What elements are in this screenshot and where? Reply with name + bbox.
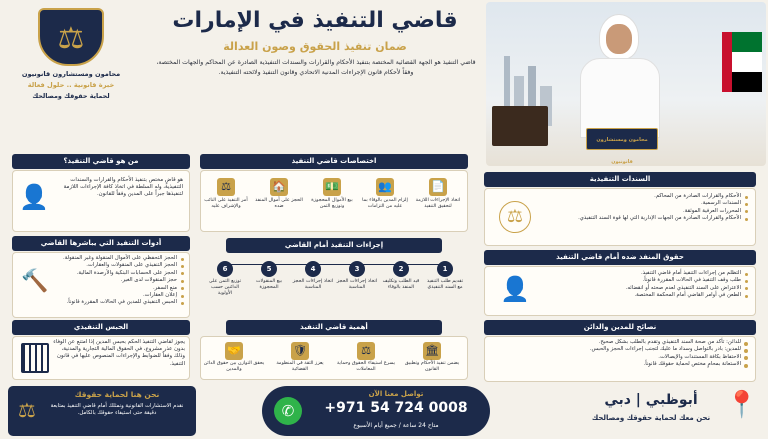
shield-icon: 🛡: [291, 342, 309, 360]
tools-header: أدوات التنفيذ التي يباشرها القاضي: [12, 236, 190, 251]
who-header: من هو قاضي التنفيذ؟: [12, 154, 190, 169]
bonds-list: الأحكام والقرارات الصادرة من المحاكم. السندات الرسمية. المحررات العرفية الموثقة. الأحكام والقرارات الصادرة من الجهات الإدارية التي لها قوة السند التنفيذي.: [553, 193, 749, 223]
power-item: 📄 اتخاذ الإجراءات اللازمة لتحقيق التنفيذ: [415, 180, 461, 209]
powers-header: اختصاصات قاضي التنفيذ: [200, 154, 468, 169]
person-icon: 👤: [19, 183, 49, 211]
debtor-list: التظلم من إجراءات التنفيذ أمام قاضي التنفيذ. طلب وقف التنفيذ في الحالات المقررة قانوناً. الاعتراض على السند التنفيذي لعدم صحته أو انقضائه. الطعن في أوامر القاضي أمام المحكمة المختصة.: [549, 270, 749, 300]
power-item: ⚖ أمر التنفيذ على النائب والإشراف عليه: [204, 180, 248, 209]
bonds-card: [484, 188, 756, 246]
importance-item: 🛡 يعزز الثقة في المنظومة القضائية: [276, 344, 324, 372]
step-item: 3 اتخاذ إجراءات الحجز المناسبة: [336, 256, 378, 291]
promo-card: [8, 386, 196, 436]
location-slogan: نحن معك لحماية حقوقك ومصالحك: [591, 414, 711, 422]
step-item: 4 اتخاذ إجراءات الحجز المناسبة: [292, 256, 334, 291]
person-check-icon: 👤: [500, 275, 530, 303]
phone-number[interactable]: +971 54 724 0008: [324, 400, 468, 416]
logo-tagline2: لحماية حقوقك ومصالحك: [32, 92, 110, 100]
tools-card: [12, 252, 190, 318]
desk-nameplate: محامون ومستشارون قانونيون: [586, 128, 658, 150]
logo-name: محامون ومستشارون قانونيون: [21, 70, 121, 78]
step-item: 6 توزيع الثمن على الدائنين حسب الأولوية: [204, 256, 246, 297]
power-item: 👥 إلزام المدين بالوفاء بما عليه من التزامات: [362, 180, 408, 209]
gavel-icon: ⚖: [217, 178, 235, 196]
people-icon: 👥: [376, 178, 394, 196]
prison-header: الحبس التنفيذي: [12, 320, 190, 335]
advice-list: للدائن: تأكد من صحة السند التنفيذي وتقدم بالطلب بشكل صحيح. للمدين: بادر بالتواصل وسداد ما عليك لتجنب إجراءات الحجز والحبس. الاحتفاظ بكافة المستندات والإيصالات. الاستعانة بمحامٍ مختص لحماية حقوقك قانوناً.: [491, 339, 749, 369]
powers-card: [200, 170, 468, 232]
advice-card: [484, 336, 756, 382]
importance-card: [200, 336, 468, 380]
step-item: 1 تقديم طلب التنفيذ مع السند التنفيذي: [424, 256, 466, 291]
power-item: 💵 بيع الأموال المحجوزة وتوزيع الثمن: [311, 180, 353, 209]
scales-icon: ⚖: [18, 398, 36, 422]
property-icon: 🏠: [270, 178, 288, 196]
contact-hours: متاح 24 ساعة / جميع أيام الأسبوع: [353, 422, 439, 429]
law-books: [492, 106, 548, 146]
whatsapp-icon[interactable]: ✆: [274, 397, 302, 425]
importance-header: أهمية قاضي التنفيذ: [226, 320, 442, 335]
step-item: 2 قيد الطلب وتكليف المنفذ بالوفاء: [380, 256, 422, 291]
who-text: هو قاضٍ مختص بتنفيذ الأحكام والقرارات والسندات التنفيذية، وله السلطة في اتخاذ كافة الإجراءات اللازمة لتنفيذها جبراً على المدين وفقاً للقانون.: [63, 177, 183, 198]
bonds-header: السندات التنفيذية: [484, 172, 756, 187]
steps-row: [200, 256, 468, 312]
debtor-card: [484, 266, 756, 316]
scales-logo-icon: ⚖: [38, 8, 104, 66]
importance-item: ⚖ يسرع استيفاء الحقوق وحماية المعاملات: [336, 344, 396, 372]
prison-card: [12, 336, 190, 380]
steps-header: إجراءات التنفيذ أمام القاضي: [226, 238, 442, 253]
money-icon: 💵: [323, 178, 341, 196]
power-item: 🏠 الحجز على أموال المنفذ ضده: [255, 180, 303, 209]
intro-text: قاضي التنفيذ هو الجهة القضائية المختصة بتنفيذ الأحكام والقرارات والسندات التنفيذية الصادرة عن المحاكم والجهات المختصة، وفقاً لأحكام قانون الإجراءات المدنية الاتحادي وقانون التنفيذ ولائحته التنفيذية.: [156, 59, 476, 76]
person-figure: [574, 8, 664, 138]
promo-text: نقدم الاستشارات القانونية ونمثلك أمام قاضي التنفيذ بمتابعة دقيقة حتى استيفاء حقوقك بالكامل.: [50, 403, 184, 417]
location-pin-icon: 📍: [725, 390, 758, 420]
contact-card[interactable]: [262, 386, 490, 436]
page-title: قاضي التنفيذ في الإمارات: [172, 8, 458, 33]
location-cities: أبوظبي | دبي: [604, 392, 698, 408]
page-subtitle: ضمان تنفيذ الحقوق وصون العدالة: [223, 40, 407, 53]
gavel-icon: 🔨: [21, 269, 49, 294]
advice-header: نصائح للمدين والدائن: [484, 320, 756, 335]
hero-photo: [486, 2, 766, 166]
handshake-icon: 🤝: [225, 342, 243, 360]
prison-bars-icon: [21, 343, 49, 373]
scales-icon: ⚖: [357, 342, 375, 360]
promo-title: نحن هنا لحماية حقوقك: [74, 390, 160, 399]
importance-item: 🏛 يضمن تنفيذ الأحكام وتطبيق القانون: [404, 344, 460, 372]
logo-card: [6, 4, 136, 104]
scales-icon: ⚖: [499, 201, 531, 233]
step-item: 5 بيع المنقولات المحجوزة: [248, 256, 290, 291]
document-icon: 📄: [429, 178, 447, 196]
court-icon: 🏛: [423, 342, 441, 360]
contact-label: تواصل معنا الآن: [368, 390, 424, 398]
uae-flag: [722, 32, 762, 92]
logo-tagline1: خبرة قانونية .. حلول فعالة: [27, 81, 115, 89]
debtor-header: حقوق المنفذ ضده أمام قاضي التنفيذ: [484, 250, 756, 265]
location-card: [566, 386, 762, 436]
tools-list: الحجز التحفظي على الأموال المنقولة وغير المنقولة. الحجز التنفيذي على المنقولات والعقارات. الحجز على الحسابات البنكية والأرصدة المالية. حجز المنقولات لدى الغير. منع السفر. إعلان العقارات. الحبس التنفيذي للمدين في الحالات المقررة قانوناً.: [55, 255, 185, 307]
prison-text: يجوز لقاضي التنفيذ الحكم بحبس المدين إذا امتنع عن الوفاء بدون عذر مشروع، في الحقوق المالية التجارية والمدنية، وذلك وفقاً للضوابط والإجراءات المنصوص عليها في قانون التنفيذ.: [53, 339, 185, 367]
who-card: [12, 170, 190, 232]
importance-item: 🤝 يحقق التوازن بين حقوق الدائن والمدين: [203, 344, 265, 372]
